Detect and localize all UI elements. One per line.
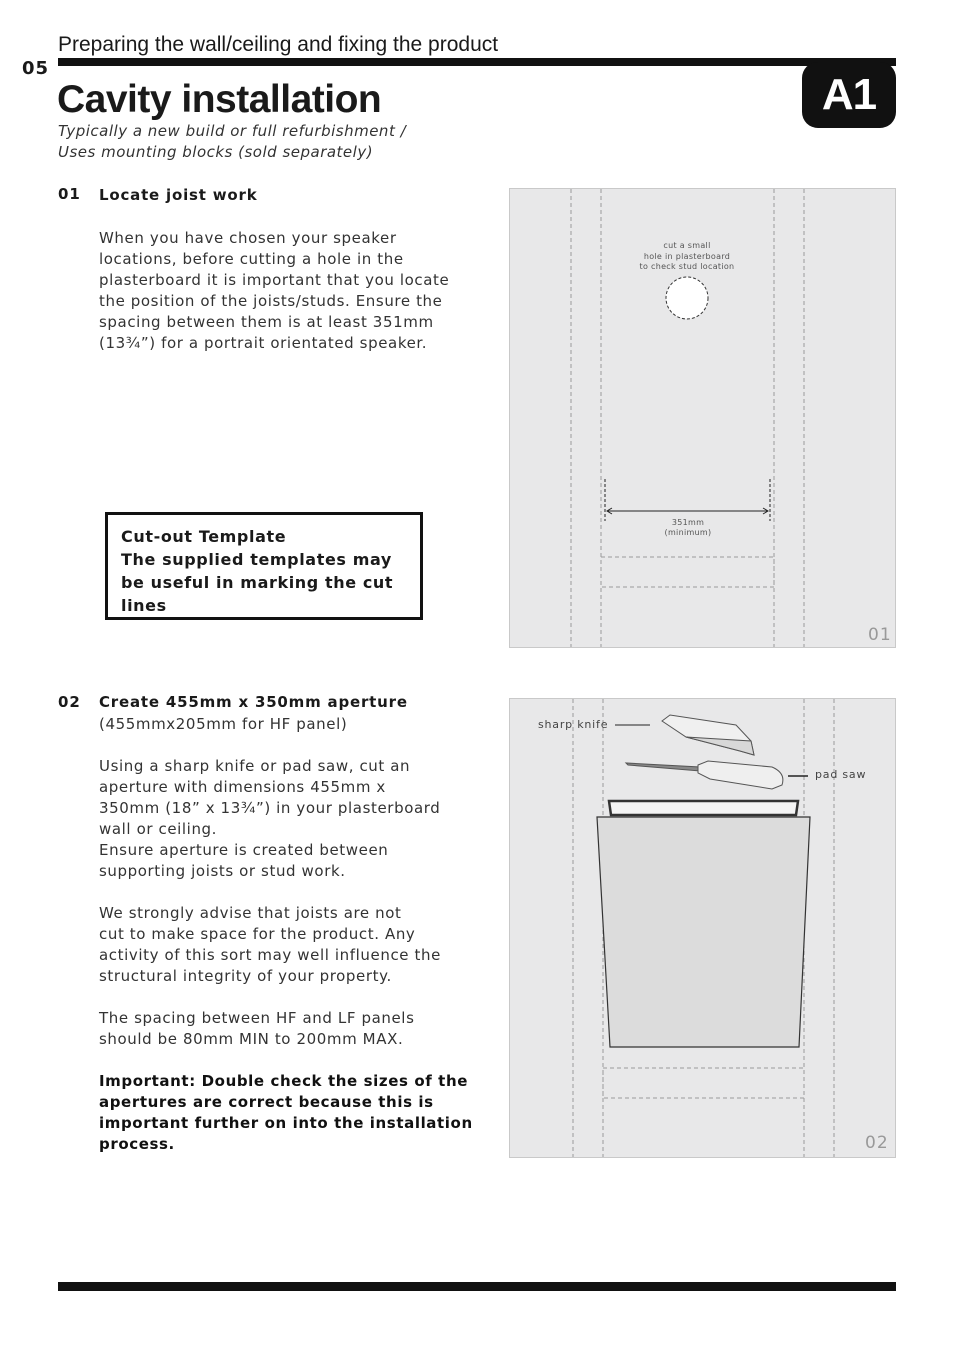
body-line: We strongly advise that joists are not [99, 904, 402, 922]
body-line: Important: Double check the sizes of the [99, 1072, 468, 1090]
template-callout [105, 512, 423, 620]
step-subtitle: (455mmx205mm for HF panel) [99, 715, 348, 733]
body-line: activity of this sort may well influence the [99, 946, 441, 964]
step-body [99, 228, 489, 354]
body-line: aperture with dimensions 455mm x [99, 778, 386, 796]
body-paragraph [99, 903, 489, 987]
step-title: Locate joist work [99, 186, 258, 204]
label-line: to check stud location [639, 262, 735, 271]
noggin [603, 1068, 804, 1098]
body-line: spacing between them is at least 351mm [99, 313, 434, 331]
label-line: cut a small [663, 241, 711, 250]
body-paragraph [99, 756, 489, 882]
aperture-cutout [597, 801, 810, 1047]
body-line: Ensure aperture is created between [99, 841, 389, 859]
figure-number: 01 [868, 625, 892, 645]
body-line: important further on into the installation [99, 1114, 473, 1132]
body-line: should be 80mm MIN to 200mm MAX. [99, 1030, 404, 1048]
figure-aperture-diagram [509, 698, 896, 1158]
knife-illustration [615, 715, 754, 755]
knife-label: sharp knife [538, 718, 609, 731]
figure-joist-diagram [509, 188, 896, 648]
page-number: 05 [22, 58, 50, 79]
body-line: (13¾”) for a portrait orientated speaker. [99, 334, 428, 352]
body-line: wall or ceiling. [99, 820, 218, 838]
body-line: Using a sharp knife or pad saw, cut an [99, 757, 411, 775]
callout-line: The supplied templates may [121, 550, 392, 569]
page-title: Cavity installation [57, 78, 382, 121]
hole-label [617, 241, 757, 273]
body-line: 350mm (18” x 13¾”) in your plasterboard [99, 799, 441, 817]
page-subtitle [58, 121, 406, 163]
subtitle-line: Typically a new build or full refurbishment / [58, 122, 407, 140]
inspection-hole [666, 277, 708, 319]
step-number: 02 [58, 693, 81, 711]
body-line: process. [99, 1135, 175, 1153]
body-line: apertures are correct because this is [99, 1093, 434, 1111]
label-line: hole in plasterboard [643, 251, 731, 261]
callout-line: lines [121, 596, 167, 615]
body-line: locations, before cutting a hole in the [99, 250, 404, 268]
step-body [99, 756, 489, 1176]
body-line: When you have chosen your speaker [99, 229, 397, 247]
saw-illustration [626, 761, 808, 789]
important-note [99, 1071, 489, 1155]
body-paragraph [99, 1008, 489, 1050]
label-line: 351mm [671, 518, 705, 527]
body-line: cut to make space for the product. Any [99, 925, 416, 943]
body-line: plasterboard it is important that you locate [99, 271, 450, 289]
figure-number: 02 [865, 1133, 889, 1153]
dimension-label [638, 518, 738, 538]
section-title: Preparing the wall/ceiling and fixing the product [58, 33, 499, 56]
step-number: 01 [58, 185, 81, 203]
saw-label: pad saw [815, 768, 867, 781]
footer-rule [58, 1282, 896, 1291]
body-line: supporting joists or stud work. [99, 862, 346, 880]
body-line: The spacing between HF and LF panels [99, 1009, 415, 1027]
body-line: the position of the joists/studs. Ensure the [99, 292, 443, 310]
callout-line: be useful in marking the cut [121, 573, 394, 592]
body-line: structural integrity of your property. [99, 967, 392, 985]
step-title: Create 455mm x 350mm aperture [99, 693, 408, 711]
header-rule [58, 58, 896, 66]
label-line: (minimum) [664, 528, 712, 537]
noggin [601, 557, 774, 587]
subtitle-line: Uses mounting blocks (sold separately) [58, 143, 374, 161]
section-badge: A1 [802, 62, 896, 128]
callout-line: Cut-out Template [121, 527, 287, 546]
